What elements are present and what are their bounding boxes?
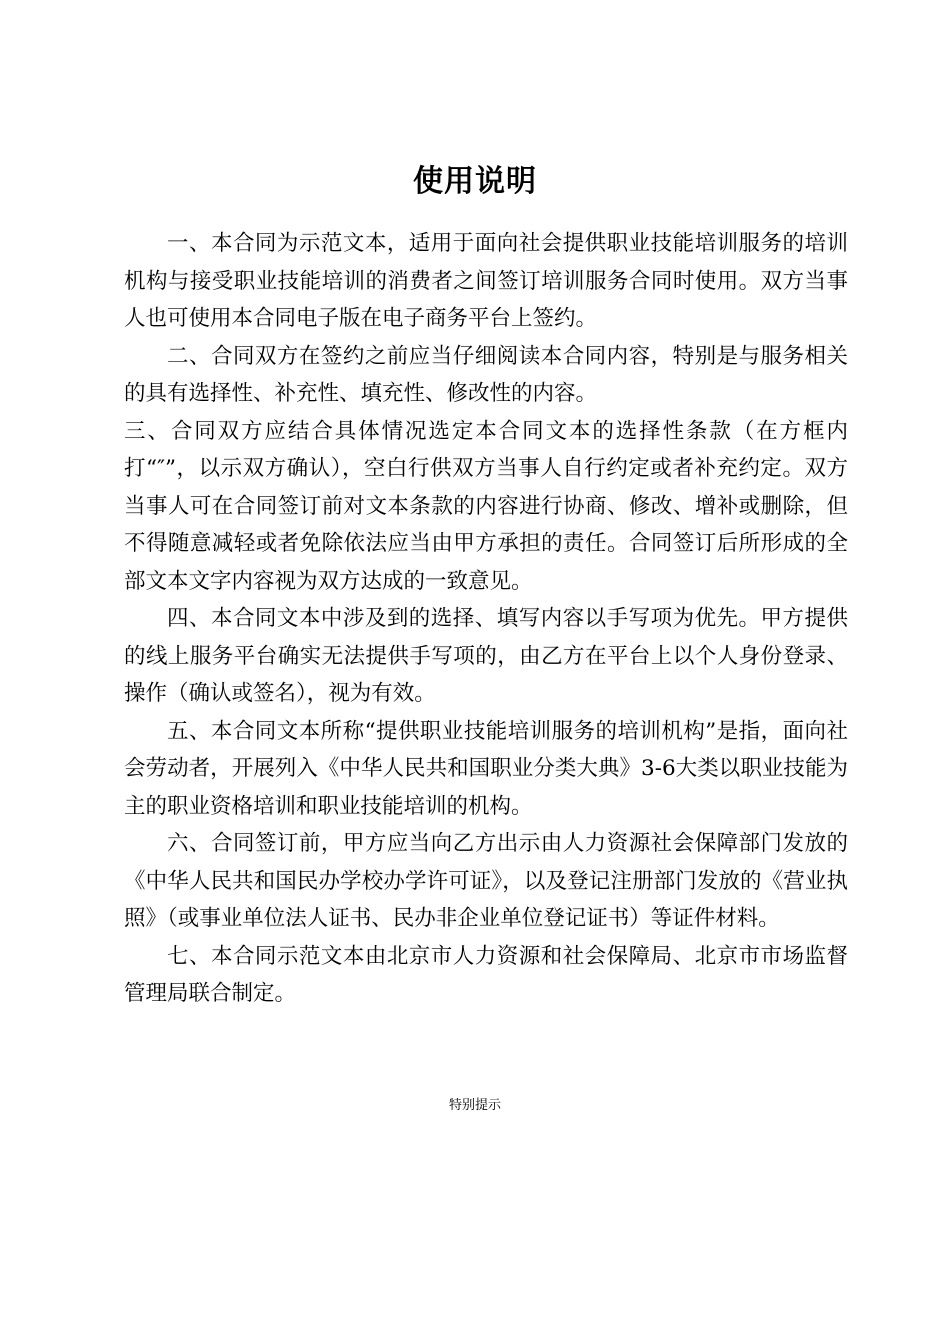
paragraph-4: 四、本合同文本中涉及到的选择、填写内容以手写项为优先。甲方提供的线上服务平台确实无法提供手写项的，由乙方在平台上以个人身份登录、操作（确认或签名），视为有效。: [124, 606, 848, 706]
paragraph-1: 一、本合同为示范文本，适用于面向社会提供职业技能培训服务的培训机构与接受职业技能培训的消费者之间签订培训服务合同时使用。双方当事人也可使用本合同电子版在电子商务平台上签约。: [124, 231, 848, 331]
paragraph-6: 六、合同签订前，甲方应当向乙方出示由人力资源社会保障部门发放的《中华人民共和国民办学校办学许可证》，以及登记注册部门发放的《营业执照》（或事业单位法人证书、民办非企业单位登记证书）等证件材料。: [124, 831, 848, 931]
footer-note: 特别提示: [448, 1098, 501, 1113]
paragraph-5: 五、本合同文本所称“提供职业技能培训服务的培训机构”是指，面向社会劳动者，开展列入《中华人民共和国职业分类大典》3-6大类以职业技能为主的职业资格培训和职业技能培训的机构。: [124, 718, 848, 819]
paragraph-2: 二、合同双方在签约之前应当仔细阅读本合同内容，特别是与服务相关的具有选择性、补充性、填充性、修改性的内容。: [124, 343, 848, 406]
page-title: 使用说明: [413, 164, 537, 200]
instructions-body: [124, 225, 848, 1013]
paragraph-7: 七、本合同示范文本由北京市人力资源和社会保障局、北京市市场监督管理局联合制定。: [124, 943, 848, 1006]
paragraph-3: 三、合同双方应结合具体情况选定本合同文本的选择性条款（在方框内打“″”，以示双方确认），空白行供双方当事人自行约定或者补充约定。双方当事人可在合同签订前对文本条款的内容进行协商、修改、增补或删除，但不得随意减轻或者免除依法应当由甲方承担的责任。合同签订后所形成的全部文本文字内容视为双方达成的一致意见。: [124, 418, 848, 594]
